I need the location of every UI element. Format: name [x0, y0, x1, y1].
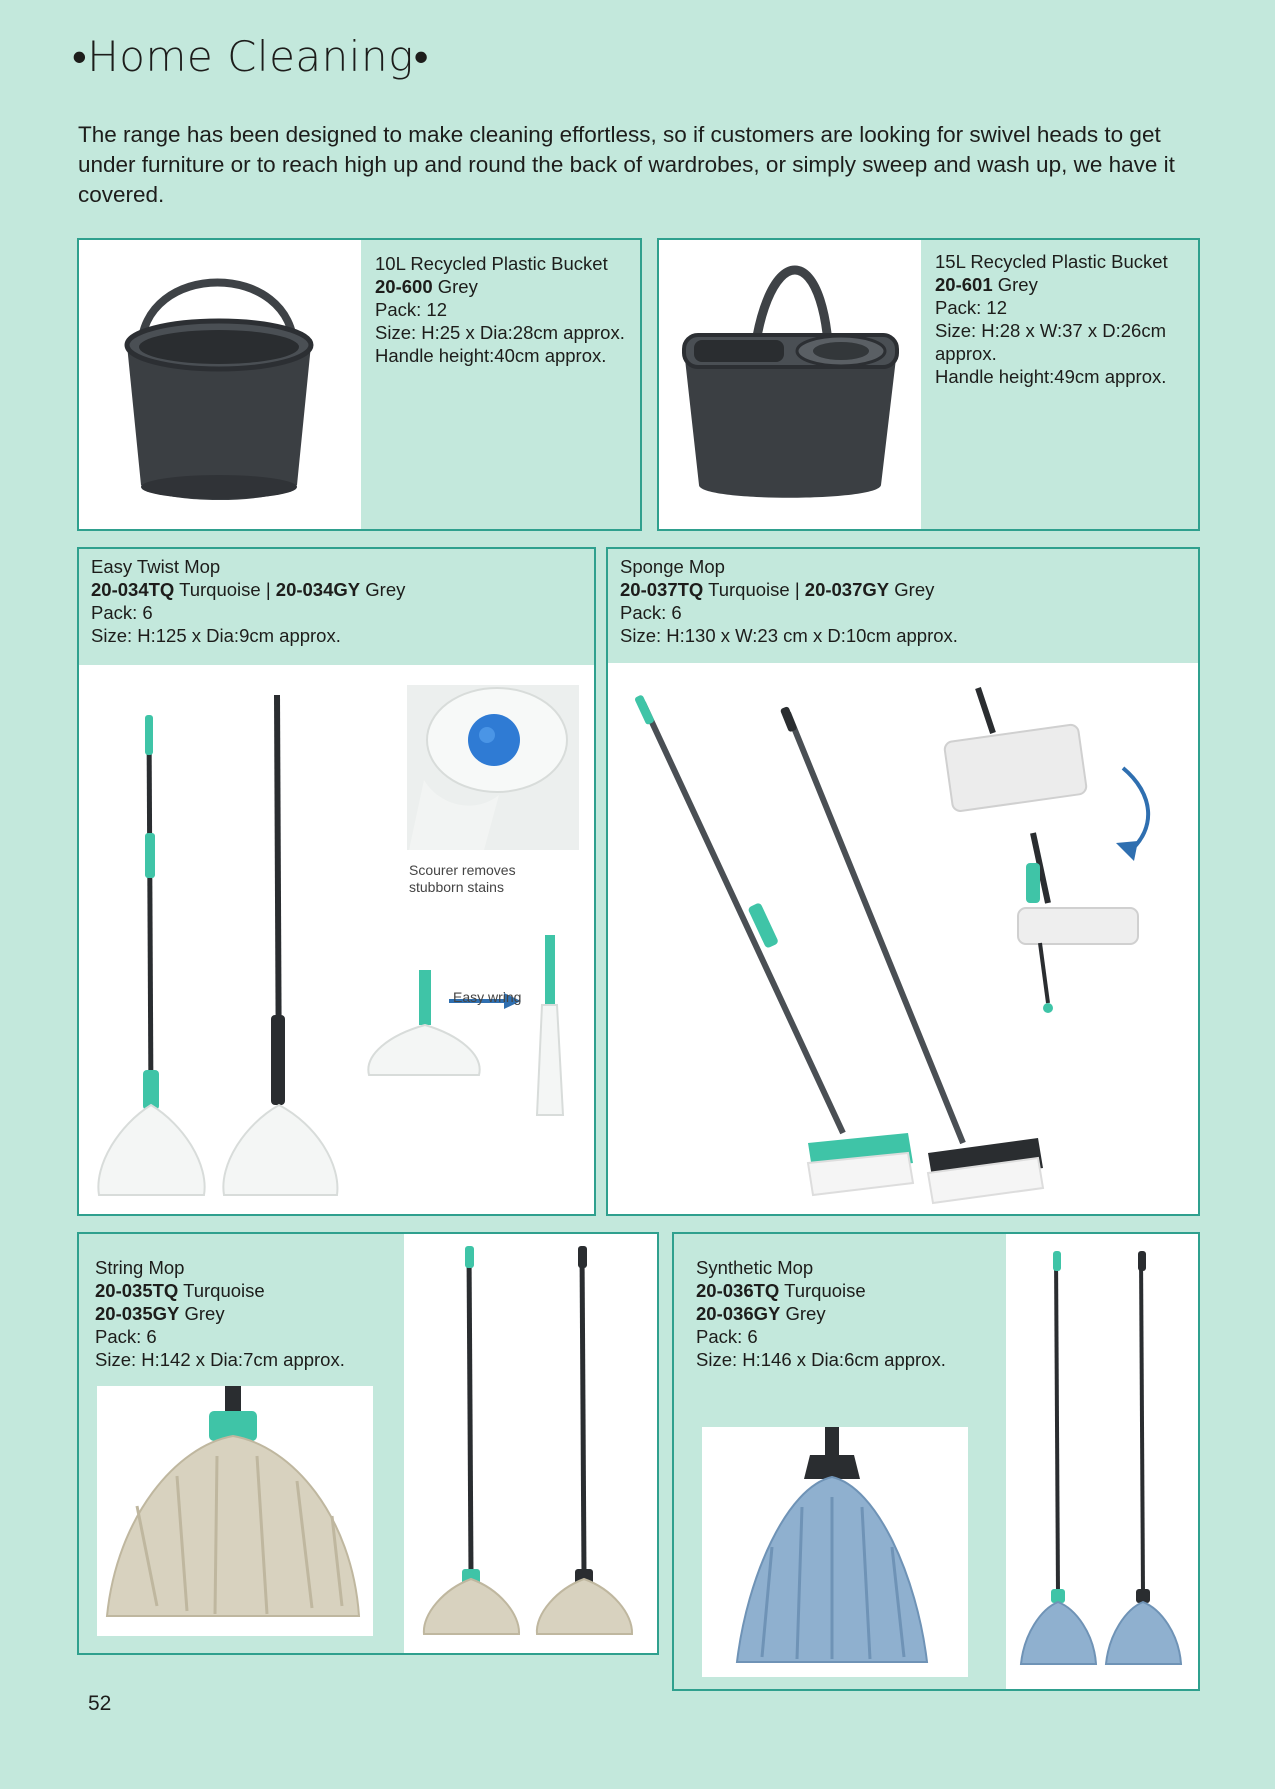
variant-turquoise: Turquoise |	[703, 579, 805, 600]
product-code-line	[935, 273, 1168, 296]
sponge-mop-info	[620, 555, 958, 647]
variant-turquoise: Turquoise	[178, 1280, 265, 1301]
pack-size: Pack: 12	[375, 299, 447, 320]
twist-mop-photo	[79, 665, 594, 1214]
dimensions-continued: approx.	[935, 343, 997, 364]
product-card-synthetic-mop	[672, 1232, 1200, 1691]
product-card-string-mop	[77, 1232, 659, 1655]
product-code-line	[91, 578, 405, 601]
pack-size: Pack: 12	[935, 297, 1007, 318]
dimensions: Size: H:146 x Dia:6cm approx.	[696, 1349, 946, 1370]
product-card-bucket-10l	[77, 238, 642, 531]
product-name: 10L Recycled Plastic Bucket	[375, 253, 608, 274]
variant-grey: Grey	[780, 1303, 826, 1324]
dimensions: Size: H:125 x Dia:9cm approx.	[91, 625, 341, 646]
product-code-grey: 20-035GY	[95, 1303, 180, 1324]
variant-grey: Grey	[179, 1303, 225, 1324]
product-name: Sponge Mop	[620, 556, 725, 577]
wring-caption: Easy wring	[453, 989, 522, 1005]
variant-grey: Grey	[889, 579, 935, 600]
pack-size: Pack: 6	[620, 602, 682, 623]
dimensions: Size: H:142 x Dia:7cm approx.	[95, 1349, 345, 1370]
product-code-grey: 20-036GY	[696, 1303, 781, 1324]
product-code-turquoise: 20-037TQ	[620, 579, 704, 600]
dimensions: Size: H:130 x W:23 cm x D:10cm approx.	[620, 625, 958, 646]
page-title: •Home Cleaning•	[72, 32, 429, 81]
product-card-sponge-mop	[606, 547, 1200, 1216]
product-name: Synthetic Mop	[696, 1257, 814, 1278]
product-code-grey: 20-034GY	[275, 579, 361, 600]
pack-size: Pack: 6	[696, 1326, 758, 1347]
bucket-15l-info	[935, 250, 1168, 388]
product-code: 20-600	[375, 276, 433, 297]
variant-grey: Grey	[360, 579, 406, 600]
product-name: Easy Twist Mop	[91, 556, 221, 577]
synthetic-mop-closeup-photo	[702, 1427, 968, 1677]
product-variant: Grey	[992, 274, 1038, 295]
product-variant: Grey	[432, 276, 478, 297]
variant-turquoise: Turquoise	[779, 1280, 866, 1301]
handle-height: Handle height:40cm approx.	[375, 345, 607, 366]
string-mop-closeup-photo	[97, 1386, 373, 1636]
sponge-mop-photo	[608, 663, 1198, 1214]
synthetic-mop-info	[696, 1256, 946, 1371]
variant-turquoise: Turquoise |	[174, 579, 276, 600]
product-card-bucket-15l	[657, 238, 1200, 531]
string-mop-full-photo	[404, 1234, 657, 1653]
dimensions: Size: H:25 x Dia:28cm approx.	[375, 322, 625, 343]
product-code-turquoise: 20-034TQ	[91, 579, 175, 600]
product-code-line	[375, 275, 625, 298]
product-card-easy-twist-mop	[77, 547, 596, 1216]
product-code-grey-line	[696, 1302, 946, 1325]
intro-paragraph: The range has been designed to make cleaning effortless, so if customers are looking for swivel heads to get under furniture or to reach high up and round the back of wardrobes, or simply sweep and wash up, we have it covered.	[78, 122, 1175, 207]
product-code-turquoise-line	[95, 1279, 345, 1302]
bucket-10l-photo	[79, 240, 361, 529]
dimensions: Size: H:28 x W:37 x D:26cm	[935, 320, 1166, 341]
handle-height: Handle height:49cm approx.	[935, 366, 1167, 387]
page-number: 52	[88, 1692, 112, 1715]
product-code-turquoise: 20-036TQ	[696, 1280, 780, 1301]
product-code-turquoise-line	[696, 1279, 946, 1302]
scourer-caption: Scourer removes stubborn stains	[409, 862, 516, 895]
product-code-turquoise: 20-035TQ	[95, 1280, 179, 1301]
pack-size: Pack: 6	[91, 602, 153, 623]
bucket-10l-info	[375, 252, 625, 367]
string-mop-info	[95, 1256, 345, 1371]
product-code: 20-601	[935, 274, 993, 295]
bucket-15l-photo	[659, 240, 921, 529]
synthetic-mop-full-photo	[1006, 1234, 1198, 1689]
twist-mop-info	[91, 555, 405, 647]
product-name: String Mop	[95, 1257, 185, 1278]
product-code-grey-line	[95, 1302, 345, 1325]
pack-size: Pack: 6	[95, 1326, 157, 1347]
product-code-grey: 20-037GY	[804, 579, 890, 600]
product-code-line	[620, 578, 958, 601]
product-name: 15L Recycled Plastic Bucket	[935, 251, 1168, 272]
